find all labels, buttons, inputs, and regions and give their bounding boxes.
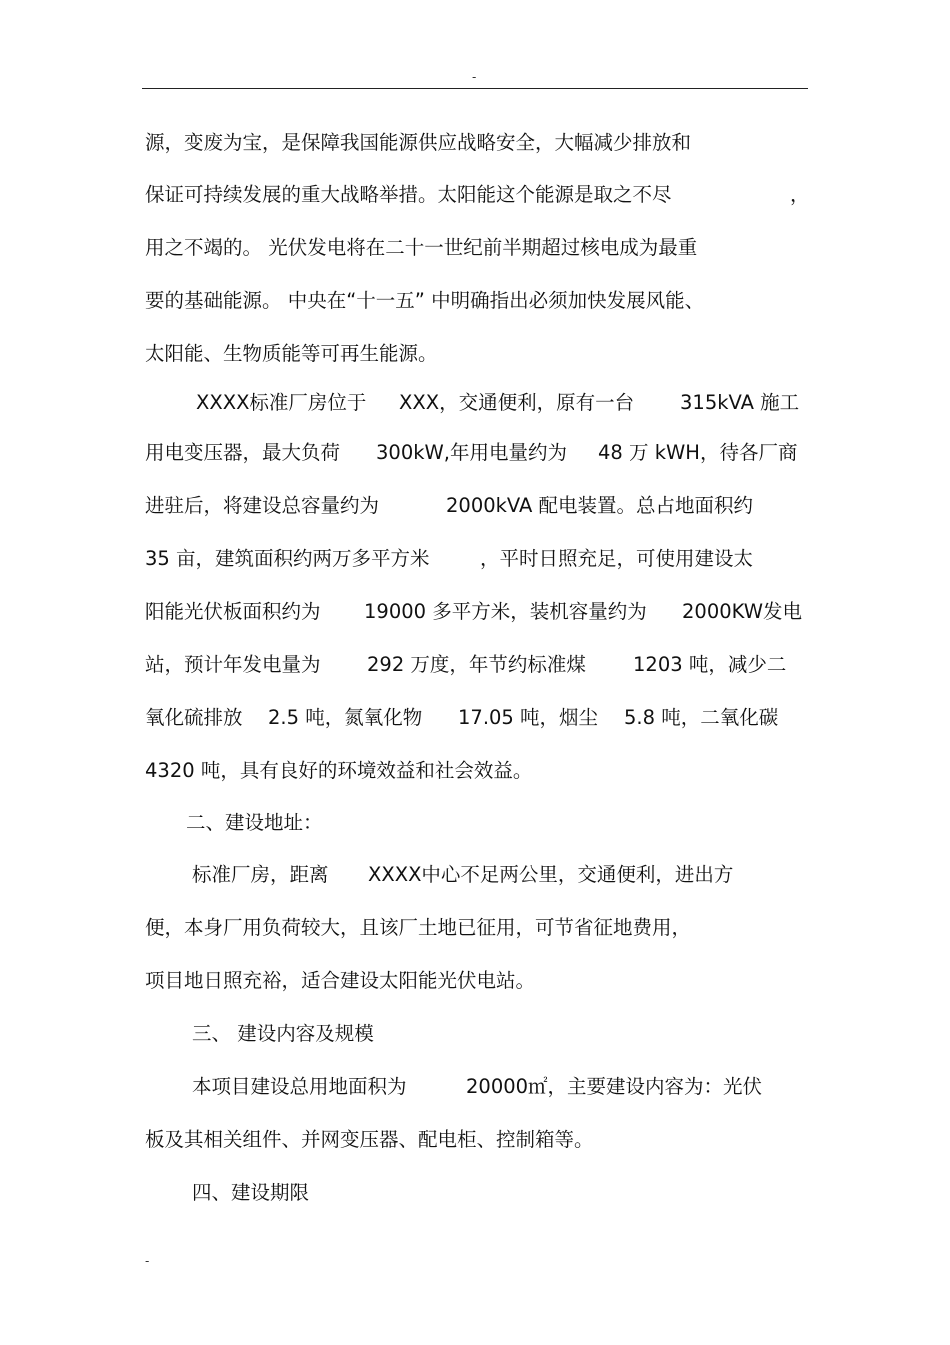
text-line: 48 万 kWH，待各厂商 — [598, 441, 798, 464]
text-line: 17.05 吨，烟尘 — [458, 706, 599, 729]
text-line: XXXX中心不足两公里，交通便利，进出方 — [368, 863, 734, 886]
text-line: 阳能光伏板面积约为 — [145, 600, 321, 623]
text-line: XXX，交通便利，原有一台 — [399, 391, 635, 414]
section-heading: 四、建设期限 — [192, 1181, 310, 1204]
section-heading: 二、建设地址： — [186, 811, 323, 834]
text-line: 保证可持续发展的重大战略举措。太阳能这个能源是取之不尽 — [145, 183, 672, 206]
text-line: 2000kVA 配电装置。总占地面积约 — [446, 494, 754, 517]
text-line: 19000 多平方米，装机容量约为 — [364, 600, 647, 623]
text-line: 进驻后，将建设总容量约为 — [145, 494, 380, 517]
text-line: 5.8 吨，二氧化碳 — [624, 706, 779, 729]
text-line: 要的基础能源。 中央在“十一五” 中明确指出必须加快发展风能、 — [145, 289, 705, 312]
text-line: 用电变压器，最大负荷 — [145, 441, 341, 464]
text-line: 板及其相关组件、并网变压器、配电柜、控制箱等。 — [145, 1128, 594, 1151]
text-line: 便，本身厂用负荷较大，且该厂土地已征用，可节省征地费用， — [145, 916, 692, 939]
text-line: 292 万度，年节约标准煤 — [367, 653, 586, 676]
text-line: 项目地日照充裕，适合建设太阳能光伏电站。 — [145, 969, 536, 992]
text-line: 2.5 吨，氮氧化物 — [268, 706, 423, 729]
header-mark: - — [472, 70, 477, 84]
header-rule — [142, 88, 808, 89]
text-line: 2000KW发电 — [682, 600, 802, 623]
text-line: ， — [790, 183, 810, 206]
footer-mark: - — [145, 1254, 150, 1268]
section-heading: 三、 建设内容及规模 — [192, 1022, 374, 1045]
text-line: 20000㎡，主要建设内容为：光伏 — [466, 1075, 763, 1098]
text-line: 300kW,年用电量约为 — [376, 441, 567, 464]
text-line: 本项目建设总用地面积为 — [192, 1075, 407, 1098]
text-line: 1203 吨，减少二 — [633, 653, 787, 676]
text-line: 用之不竭的。 光伏发电将在二十一世纪前半期超过核电成为最重 — [145, 236, 698, 259]
text-line: 315kVA 施工 — [680, 391, 800, 414]
text-line: 标准厂房，距离 — [192, 863, 329, 886]
text-line: 4320 吨，具有良好的环境效益和社会效益。 — [145, 759, 533, 782]
text-line: XXXX标准厂房位于 — [196, 391, 367, 414]
text-line: 太阳能、生物质能等可再生能源。 — [145, 342, 438, 365]
text-line: 35 亩，建筑面积约两万多平方米 — [145, 547, 430, 570]
text-line: 源，变废为宝，是保障我国能源供应战略安全，大幅减少排放和 — [145, 131, 692, 154]
text-line: ，平时日照充足，可使用建设太 — [480, 547, 754, 570]
text-line: 氧化硫排放 — [145, 706, 243, 729]
text-line: 站，预计年发电量为 — [145, 653, 321, 676]
